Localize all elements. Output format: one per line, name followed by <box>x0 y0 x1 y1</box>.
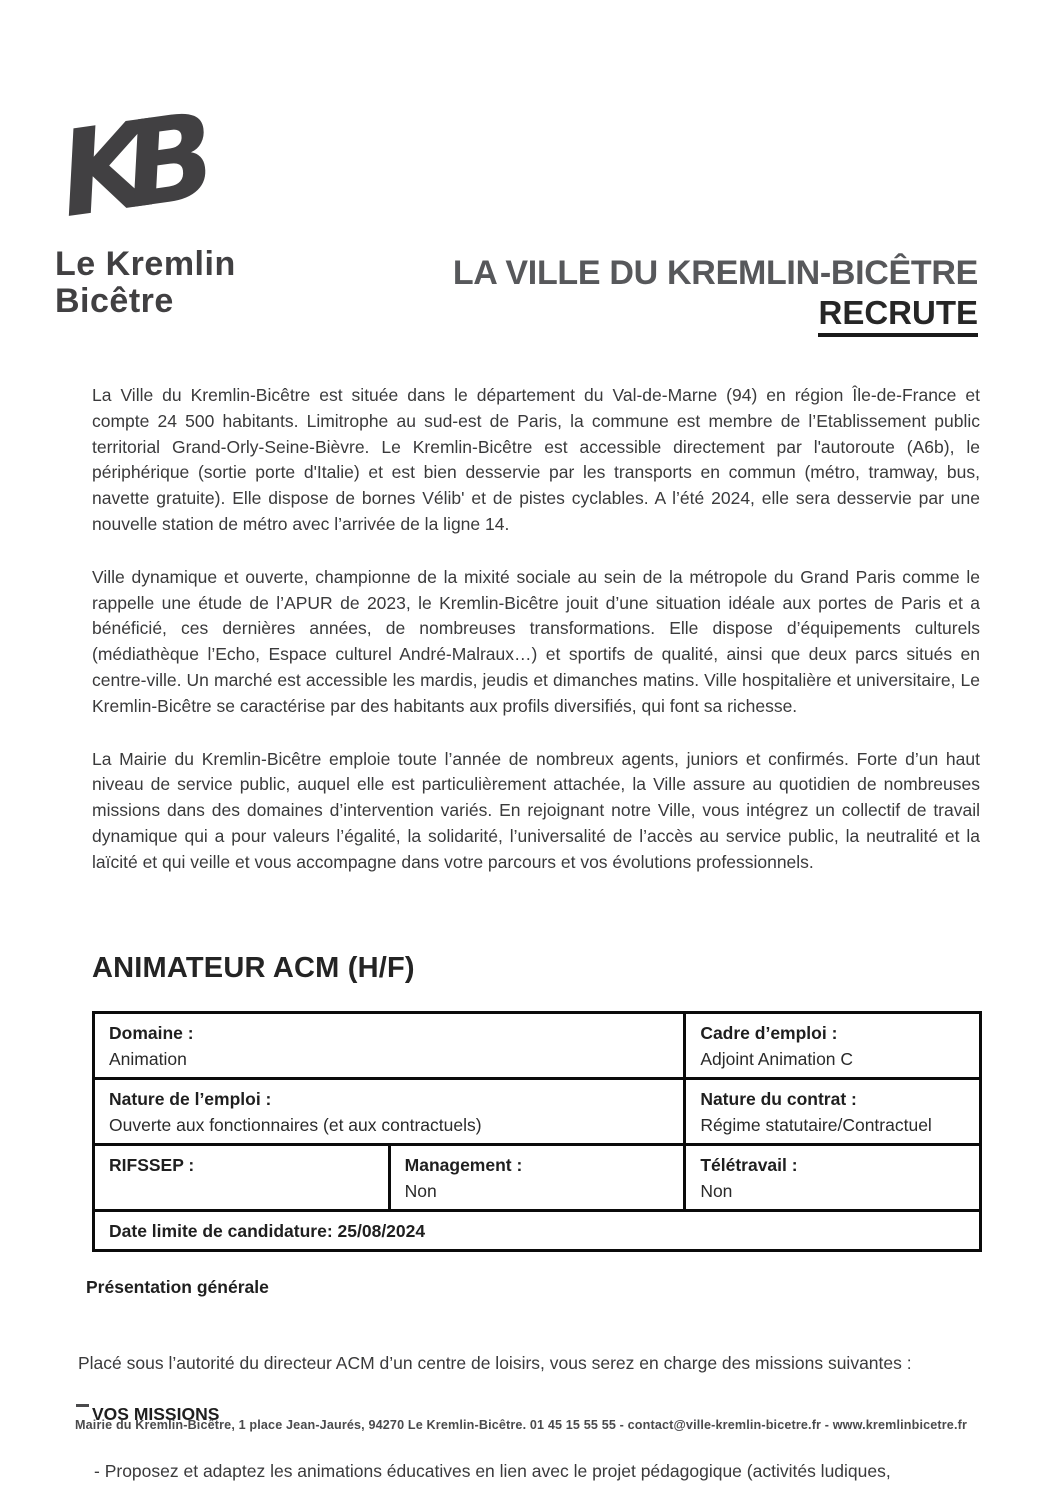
cell-domaine <box>94 1012 685 1078</box>
cell-value: Régime statutaire/Contractuel <box>700 1114 932 1135</box>
cell-cadre-emploi <box>685 1012 981 1078</box>
job-title: ANIMATEUR ACM (H/F) <box>92 951 415 984</box>
cell-label: Nature de l’emploi : <box>109 1088 272 1109</box>
cell-value: Non <box>404 1180 437 1201</box>
logo-wordmark <box>55 246 236 320</box>
logo-line1: Le Kremlin <box>55 245 236 283</box>
city-logo <box>51 89 236 320</box>
cell-nature-emploi <box>94 1078 685 1144</box>
cell-label: Nature du contrat : <box>700 1088 857 1109</box>
cell-label: RIFSSEP : <box>109 1154 195 1175</box>
cell-value: Animation <box>109 1048 187 1069</box>
cell-management <box>389 1144 685 1210</box>
header-title-block <box>453 254 978 337</box>
recrute-heading: RECRUTE <box>818 294 978 337</box>
cell-value: Ouverte aux fonctionnaires (et aux contractuels) <box>109 1114 482 1135</box>
mission-intro-text: Placé sous l’autorité du directeur ACM d’un centre de loisirs, vous serez en charge des missions suivantes : <box>78 1352 912 1373</box>
table-row <box>94 1210 981 1250</box>
table-row <box>94 1078 981 1144</box>
cell-date-limite <box>94 1210 981 1250</box>
cell-label: Télétravail : <box>700 1154 798 1175</box>
main-content <box>78 383 980 1484</box>
footnote-rule <box>76 1404 89 1407</box>
kb-logo-icon: KB <box>51 89 199 244</box>
table-row <box>94 1012 981 1078</box>
table-row <box>94 1144 981 1210</box>
cell-rifssep <box>94 1144 390 1210</box>
presentation-heading: Présentation générale <box>86 1276 269 1297</box>
mission-item: - Proposez et adaptez les animations éducatives en lien avec le projet pédagogique (activités ludiques, <box>94 1460 891 1481</box>
cell-label: Date limite de candidature: 25/08/2024 <box>109 1220 426 1241</box>
cell-label: Domaine : <box>109 1022 194 1043</box>
job-details-table <box>92 1011 982 1252</box>
footer-contact-line: Mairie du Kremlin-Bicêtre, 1 place Jean-Jaurés, 94270 Le Kremlin-Bicêtre. 01 45 15 55 55 - contact@ville-kremlin-bicetre.fr - www.kremlinbicetre.fr <box>75 1418 967 1432</box>
cell-value: Adjoint Animation C <box>700 1048 854 1069</box>
missions-heading: VOS MISSIONS <box>92 1403 220 1424</box>
cell-label: Management : <box>404 1154 523 1175</box>
intro-paragraph-3: La Mairie du Kremlin-Bicêtre emploie toute l’année de nombreux agents, juniors et confirmés. Forte d’un haut niveau de service public, auquel elle est particulièrement attachée, la Ville assure au quotidien de nombreuses missions dans des domaines d’intervention variés. En rejoignant notre Ville, vous intégrez un collectif de travail dynamique qui a pour valeurs l’égalité, la solidarité, l’universalité de l’accès au service public, la neutralité et la laïcité et qui veille et vous accompagne dans votre parcours et vos évolutions professionnels. <box>92 748 980 872</box>
intro-paragraph-1: La Ville du Kremlin-Bicêtre est située dans le département du Val-de-Marne (94) en région Île-de-France et compte 24 500 habitants. Limitrophe au sud-est de Paris, la commune est membre de l’Etablissement public territorial Grand-Orly-Seine-Bièvre. Le Kremlin-Bicêtre est accessible directement par l'autoroute (A6b), le périphérique (sortie porte d'Italie) et est bien desservie par les transports en commun (métro, tramway, bus, navette gratuite). Elle dispose de bornes Vélib' et de pistes cyclables. A l’été 2024, elle sera desservie par une nouvelle station de métro avec l’arrivée de la ligne 14. <box>92 385 980 534</box>
cell-teletravail <box>685 1144 981 1210</box>
cell-value: Non <box>700 1180 733 1201</box>
cell-nature-contrat <box>685 1078 981 1144</box>
document-title: LA VILLE DU KREMLIN-BICÊTRE <box>452 254 978 292</box>
cell-label: Cadre d’emploi : <box>700 1022 838 1043</box>
logo-line2: Bicêtre <box>55 282 174 320</box>
cell-value <box>109 1178 376 1204</box>
intro-paragraph-2: Ville dynamique et ouverte, championne de la mixité sociale au sein de la métropole du Grand Paris comme le rappelle une étude de l’APUR de 2023, le Kremlin-Bicêtre jouit d’une situation idéale aux portes de Paris et a bénéficié, ces dernières années, de nombreuses transformations. Elle dispose d’équipements culturels (médiathèque l’Echo, Espace culturel André-Malraux…) et sportifs de qualité, ainsi que deux parcs situés en centre-ville. Un marché est accessible les mardis, jeudis et dimanches matins. Ville hospitalière et universitaire, Le Kremlin-Bicêtre se caractérise par des habitants aux profils diversifiés, qui font sa richesse. <box>92 566 980 716</box>
